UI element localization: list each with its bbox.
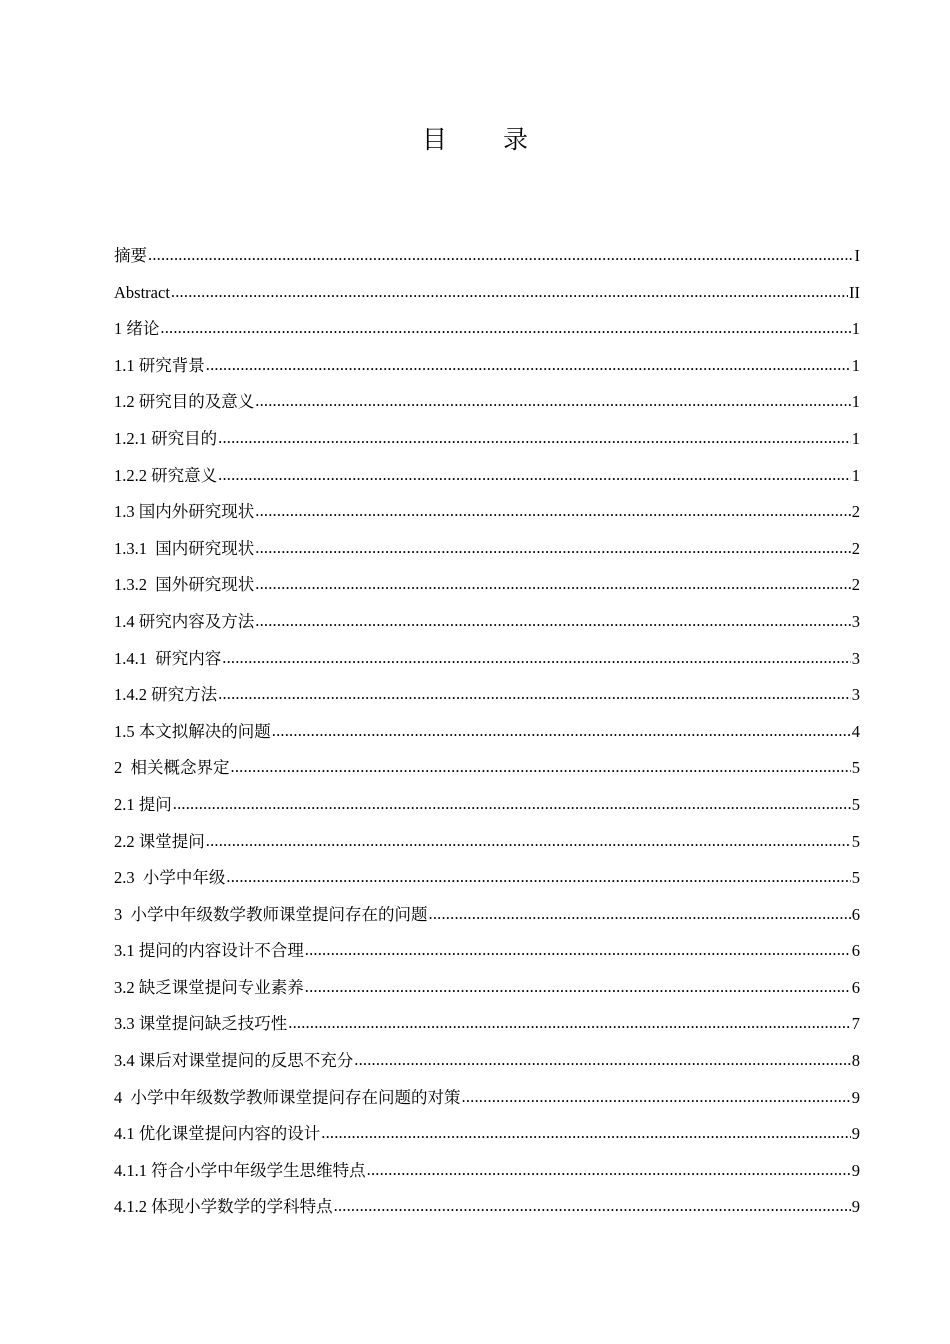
- toc-entry-label: 3 小学中年级数学教师课堂提问存在的问题: [114, 904, 428, 924]
- toc-dot-leader: [367, 1152, 851, 1189]
- toc-dot-leader: [255, 493, 851, 530]
- toc-entry-label: 1.4.1 研究内容: [114, 648, 222, 668]
- toc-entry[interactable]: [114, 933, 860, 970]
- toc-entry-page-number: 1: [851, 428, 860, 448]
- toc-entry[interactable]: [114, 860, 860, 897]
- toc-entry[interactable]: [114, 1006, 860, 1043]
- toc-entry[interactable]: [114, 494, 860, 531]
- toc-entry-label: 2.1 提问: [114, 794, 172, 814]
- toc-dot-leader: [218, 457, 851, 494]
- toc-entry-page-number: 6: [851, 904, 860, 924]
- toc-entry-label: 1.4.2 研究方法: [114, 685, 218, 705]
- toc-entry[interactable]: [114, 1189, 860, 1226]
- toc-entry-page-number: 1: [851, 319, 860, 339]
- toc-dot-leader: [334, 1188, 851, 1225]
- toc-entry-label: 3.1 提问的内容设计不合理: [114, 941, 304, 961]
- toc-dot-leader: [305, 969, 851, 1006]
- toc-dot-leader: [288, 1005, 851, 1042]
- toc-entry[interactable]: [114, 604, 860, 641]
- toc-dot-leader: [272, 713, 851, 750]
- toc-entry[interactable]: [114, 677, 860, 714]
- toc-entry-page-number: II: [849, 282, 860, 302]
- toc-entry-page-number: 1: [851, 465, 860, 485]
- toc-entry-page-number: 3: [851, 648, 860, 668]
- toc-entry-label: 3.2 缺乏课堂提问专业素养: [114, 977, 304, 997]
- toc-entry-label: 2 相关概念界定: [114, 758, 230, 778]
- toc-entry-label: 4.1.2 体现小学数学的学科特点: [114, 1197, 333, 1217]
- toc-entry-label: 1.2 研究目的及意义: [114, 392, 255, 412]
- toc-entry[interactable]: [114, 824, 860, 861]
- toc-dot-leader: [255, 530, 851, 567]
- toc-entry-label: 1.3.2 国外研究现状: [114, 575, 255, 595]
- toc-entry-label: 4.1 优化课堂提问内容的设计: [114, 1124, 321, 1144]
- toc-dot-leader: [231, 749, 851, 786]
- toc-dot-leader: [218, 676, 851, 713]
- toc-entry-label: 1.3 国内外研究现状: [114, 502, 255, 522]
- toc-dot-leader: [255, 603, 851, 640]
- toc-entry-page-number: 3: [851, 611, 860, 631]
- toc-dot-leader: [148, 237, 854, 274]
- toc-entry[interactable]: [114, 750, 860, 787]
- toc-entry-page-number: 2: [851, 538, 860, 558]
- toc-entry-page-number: 4: [851, 721, 860, 741]
- toc-entry-page-number: 6: [851, 941, 860, 961]
- toc-dot-leader: [171, 274, 848, 311]
- toc-entry-label: 1.3.1 国内研究现状: [114, 538, 255, 558]
- toc-entry-page-number: 5: [851, 794, 860, 814]
- toc-entry-label: 4 小学中年级数学教师课堂提问存在问题的对策: [114, 1087, 461, 1107]
- toc-dot-leader: [462, 1079, 851, 1116]
- toc-entry[interactable]: [114, 531, 860, 568]
- toc-entry[interactable]: [114, 897, 860, 934]
- toc-entry-label: 2.3 小学中年级: [114, 868, 226, 888]
- toc-entry-label: 1.1 研究背景: [114, 355, 205, 375]
- toc-dot-leader: [222, 640, 851, 677]
- toc-entry-label: 摘要: [114, 246, 147, 265]
- toc-entry-page-number: 5: [851, 758, 860, 778]
- toc-dot-leader: [160, 310, 850, 347]
- toc-entry-label: 1.5 本文拟解决的问题: [114, 721, 271, 741]
- toc-entry[interactable]: [114, 238, 860, 275]
- toc-dot-leader: [206, 347, 851, 384]
- toc-entry-page-number: I: [854, 246, 860, 265]
- toc-dot-leader: [255, 383, 851, 420]
- toc-entry-page-number: 5: [851, 868, 860, 888]
- toc-entry-page-number: 7: [851, 1014, 860, 1034]
- toc-entry-label: 1.2.2 研究意义: [114, 465, 218, 485]
- toc-entry[interactable]: [114, 1043, 860, 1080]
- table-of-contents: [114, 238, 860, 1226]
- toc-entry-label: 1.2.1 研究目的: [114, 428, 218, 448]
- toc-entry-page-number: 9: [851, 1124, 860, 1144]
- toc-entry-page-number: 8: [851, 1051, 860, 1071]
- toc-entry[interactable]: [114, 787, 860, 824]
- toc-entry-label: 4.1.1 符合小学中年级学生思维特点: [114, 1160, 366, 1180]
- toc-entry-page-number: 5: [851, 831, 860, 851]
- toc-dot-leader: [429, 896, 851, 933]
- toc-entry[interactable]: [114, 458, 860, 495]
- toc-dot-leader: [305, 932, 851, 969]
- toc-dot-leader: [321, 1115, 851, 1152]
- toc-entry[interactable]: [114, 970, 860, 1007]
- toc-dot-leader: [226, 859, 850, 896]
- toc-entry-label: 2.2 课堂提问: [114, 831, 205, 851]
- toc-entry-page-number: 9: [851, 1160, 860, 1180]
- toc-entry-label: Abstract: [114, 282, 170, 302]
- toc-entry-label: 1 绪论: [114, 319, 160, 339]
- toc-entry-label: 3.3 课堂提问缺乏技巧性: [114, 1014, 288, 1034]
- toc-entry-page-number: 2: [851, 575, 860, 595]
- toc-entry[interactable]: [114, 384, 860, 421]
- toc-dot-leader: [218, 420, 851, 457]
- toc-entry-page-number: 9: [851, 1087, 860, 1107]
- toc-entry[interactable]: [114, 714, 860, 751]
- toc-entry[interactable]: [114, 641, 860, 678]
- toc-dot-leader: [354, 1042, 851, 1079]
- toc-entry-page-number: 2: [851, 502, 860, 522]
- toc-entry[interactable]: [114, 1116, 860, 1153]
- toc-entry-page-number: 1: [851, 392, 860, 412]
- toc-entry-page-number: 1: [851, 355, 860, 375]
- toc-dot-leader: [173, 786, 851, 823]
- toc-entry[interactable]: [114, 311, 860, 348]
- toc-dot-leader: [255, 566, 851, 603]
- toc-entry[interactable]: [114, 421, 860, 458]
- toc-entry-page-number: 6: [851, 977, 860, 997]
- toc-entry-label: 1.4 研究内容及方法: [114, 611, 255, 631]
- toc-entry[interactable]: [114, 567, 860, 604]
- toc-dot-leader: [206, 823, 851, 860]
- page-title: 目 录: [422, 125, 552, 154]
- toc-entry[interactable]: [114, 275, 860, 312]
- toc-entry[interactable]: [114, 348, 860, 385]
- toc-entry[interactable]: [114, 1153, 860, 1190]
- toc-entry[interactable]: [114, 1080, 860, 1117]
- toc-entry-page-number: 3: [851, 685, 860, 705]
- toc-entry-label: 3.4 课后对课堂提问的反思不充分: [114, 1051, 354, 1071]
- toc-entry-page-number: 9: [851, 1197, 860, 1217]
